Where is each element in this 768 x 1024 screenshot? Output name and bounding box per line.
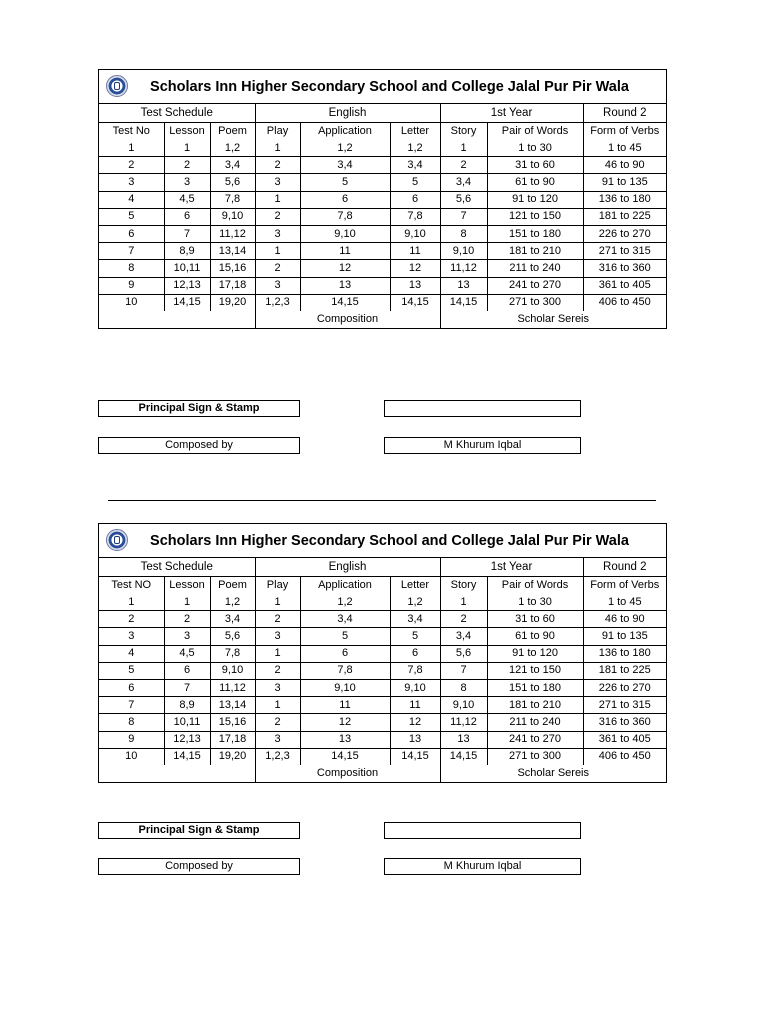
header-cell: Application [300, 577, 390, 595]
table-cell: 3,4 [440, 628, 487, 645]
table-cell: 181 to 225 [583, 208, 666, 225]
table-cell: 2 [255, 714, 300, 731]
table-cell: 3 [99, 628, 164, 645]
table-cell: 406 to 450 [583, 748, 666, 765]
table-cell: 31 to 60 [487, 157, 583, 174]
principal-sign-label: Principal Sign & Stamp [98, 400, 300, 417]
table-row [99, 679, 666, 696]
section-subject: English [255, 558, 440, 577]
principal-sign-label: Principal Sign & Stamp [98, 822, 300, 839]
table-cell: 226 to 270 [583, 679, 666, 696]
table-cell: 91 to 135 [583, 628, 666, 645]
table-cell: 241 to 270 [487, 731, 583, 748]
column-header-row [99, 123, 666, 141]
table-cell: 271 to 315 [583, 243, 666, 260]
table-cell: 1 [255, 594, 300, 611]
table-cell: 1 [164, 140, 210, 157]
footer-row [99, 311, 666, 328]
table-cell: 181 to 210 [487, 697, 583, 714]
header-cell: Test NO [99, 577, 164, 595]
table-cell: 3,4 [300, 157, 390, 174]
table-cell: 1,2,3 [255, 748, 300, 765]
table-cell: 11,12 [440, 260, 487, 277]
schedule-table [99, 558, 666, 782]
table-cell: 3,4 [210, 611, 255, 628]
table-cell: 3 [99, 174, 164, 191]
table-cell: 2 [99, 157, 164, 174]
table-cell: 11,12 [440, 714, 487, 731]
table-row [99, 140, 666, 157]
table-cell: 136 to 180 [583, 191, 666, 208]
table-cell: 5 [390, 628, 440, 645]
table-cell: 19,20 [210, 294, 255, 311]
table-cell: 8 [440, 225, 487, 242]
table-cell: 7,8 [210, 191, 255, 208]
table-cell: 5 [99, 662, 164, 679]
table-cell: 9,10 [210, 208, 255, 225]
table-row [99, 714, 666, 731]
table-cell: 121 to 150 [487, 662, 583, 679]
header-cell: Pair of Words [487, 123, 583, 141]
table-row [99, 611, 666, 628]
table-cell: 12,13 [164, 277, 210, 294]
table-cell: 14,15 [300, 294, 390, 311]
table-cell: 8 [99, 260, 164, 277]
table-cell: 151 to 180 [487, 225, 583, 242]
table-cell: 3 [255, 225, 300, 242]
section-year: 1st Year [440, 558, 583, 577]
table-cell: 13 [300, 731, 390, 748]
table-cell: 31 to 60 [487, 611, 583, 628]
table-cell: 5,6 [210, 174, 255, 191]
table-cell: 1,2,3 [255, 294, 300, 311]
header-cell: Application [300, 123, 390, 141]
table-cell: 3 [255, 628, 300, 645]
footer-series: Scholar Sereis [440, 311, 666, 328]
table-row [99, 294, 666, 311]
table-cell: 15,16 [210, 714, 255, 731]
table-cell: 14,15 [440, 294, 487, 311]
table-cell: 3 [164, 174, 210, 191]
table-cell: 91 to 120 [487, 645, 583, 662]
table-cell: 1 [164, 594, 210, 611]
table-cell: 1,2 [300, 140, 390, 157]
footer-blank [99, 311, 255, 328]
table-row [99, 697, 666, 714]
section-test-schedule: Test Schedule [99, 104, 255, 123]
table-cell: 3 [255, 679, 300, 696]
table-cell: 1,2 [300, 594, 390, 611]
table-cell: 91 to 135 [583, 174, 666, 191]
table-row [99, 748, 666, 765]
table-cell: 5 [300, 174, 390, 191]
table-cell: 12 [390, 714, 440, 731]
table-row [99, 225, 666, 242]
table-cell: 1,2 [390, 594, 440, 611]
table-cell: 13 [390, 277, 440, 294]
table-cell: 8,9 [164, 697, 210, 714]
section-round: Round 2 [583, 104, 666, 123]
school-title: Scholars Inn Higher Secondary School and College Jalal Pur Pir Wala [150, 78, 629, 95]
composed-by-value: M Khurum Iqbal [384, 437, 581, 454]
table-cell: 5 [300, 628, 390, 645]
table-cell: 3 [164, 628, 210, 645]
table-cell: 271 to 300 [487, 748, 583, 765]
sheet-title-bar [99, 70, 666, 104]
table-cell: 9,10 [440, 697, 487, 714]
table-cell: 4,5 [164, 191, 210, 208]
table-cell: 1 [255, 645, 300, 662]
table-cell: 1,2 [210, 140, 255, 157]
table-cell: 11 [300, 243, 390, 260]
principal-sign-field[interactable] [384, 400, 581, 417]
header-cell: Poem [210, 123, 255, 141]
table-row [99, 243, 666, 260]
header-cell: Form of Verbs [583, 577, 666, 595]
header-cell: Letter [390, 123, 440, 141]
table-cell: 9,10 [300, 679, 390, 696]
table-cell: 7,8 [390, 208, 440, 225]
table-cell: 7 [440, 208, 487, 225]
table-cell: 17,18 [210, 731, 255, 748]
table-cell: 12 [390, 260, 440, 277]
footer-series: Scholar Sereis [440, 765, 666, 782]
table-cell: 11 [390, 697, 440, 714]
footer-composition: Composition [255, 311, 440, 328]
table-cell: 11,12 [210, 679, 255, 696]
table-row [99, 208, 666, 225]
table-cell: 11,12 [210, 225, 255, 242]
page-divider [108, 500, 656, 501]
table-cell: 1 to 45 [583, 140, 666, 157]
table-cell: 1 [99, 594, 164, 611]
column-header-row [99, 577, 666, 595]
table-row [99, 731, 666, 748]
table-cell: 181 to 210 [487, 243, 583, 260]
table-cell: 7 [164, 225, 210, 242]
table-cell: 6 [390, 191, 440, 208]
table-cell: 46 to 90 [583, 157, 666, 174]
table-cell: 7,8 [300, 208, 390, 225]
table-cell: 406 to 450 [583, 294, 666, 311]
header-cell: Pair of Words [487, 577, 583, 595]
composed-by-label: Composed by [98, 858, 300, 875]
table-body [99, 594, 666, 765]
table-cell: 271 to 300 [487, 294, 583, 311]
table-cell: 316 to 360 [583, 260, 666, 277]
table-cell: 15,16 [210, 260, 255, 277]
table-cell: 3 [255, 174, 300, 191]
section-row [99, 558, 666, 577]
table-cell: 46 to 90 [583, 611, 666, 628]
footer-blank [99, 765, 255, 782]
table-body [99, 140, 666, 311]
table-cell: 6 [164, 208, 210, 225]
schedule-table [99, 104, 666, 328]
table-cell: 13 [440, 277, 487, 294]
table-cell: 5 [99, 208, 164, 225]
table-row [99, 662, 666, 679]
table-cell: 7,8 [300, 662, 390, 679]
table-cell: 1 [255, 140, 300, 157]
table-cell: 4 [99, 191, 164, 208]
table-cell: 181 to 225 [583, 662, 666, 679]
table-cell: 2 [255, 208, 300, 225]
section-year: 1st Year [440, 104, 583, 123]
table-cell: 12,13 [164, 731, 210, 748]
table-row [99, 628, 666, 645]
table-cell: 3,4 [210, 157, 255, 174]
table-row [99, 277, 666, 294]
table-cell: 3,4 [390, 611, 440, 628]
composed-by-value: M Khurum Iqbal [384, 858, 581, 875]
table-cell: 1 to 30 [487, 140, 583, 157]
table-cell: 151 to 180 [487, 679, 583, 696]
header-cell: Lesson [164, 123, 210, 141]
table-cell: 5 [390, 174, 440, 191]
table-cell: 361 to 405 [583, 731, 666, 748]
header-cell: Story [440, 123, 487, 141]
table-cell: 9,10 [440, 243, 487, 260]
table-cell: 1 [255, 697, 300, 714]
header-cell: Letter [390, 577, 440, 595]
school-logo-icon [106, 75, 128, 97]
table-cell: 2 [164, 157, 210, 174]
table-cell: 271 to 315 [583, 697, 666, 714]
table-cell: 1 to 45 [583, 594, 666, 611]
table-cell: 2 [440, 157, 487, 174]
table-cell: 1 [255, 191, 300, 208]
table-cell: 7,8 [210, 645, 255, 662]
table-cell: 13 [300, 277, 390, 294]
table-cell: 9,10 [210, 662, 255, 679]
table-cell: 19,20 [210, 748, 255, 765]
table-cell: 13,14 [210, 697, 255, 714]
table-cell: 11 [390, 243, 440, 260]
principal-sign-field[interactable] [384, 822, 581, 839]
table-row [99, 260, 666, 277]
table-cell: 8 [440, 679, 487, 696]
table-cell: 61 to 90 [487, 174, 583, 191]
header-cell: Poem [210, 577, 255, 595]
table-cell: 12 [300, 260, 390, 277]
table-cell: 5,6 [440, 645, 487, 662]
table-cell: 61 to 90 [487, 628, 583, 645]
table-cell: 6 [99, 679, 164, 696]
table-cell: 14,15 [390, 748, 440, 765]
table-cell: 7 [99, 697, 164, 714]
table-cell: 361 to 405 [583, 277, 666, 294]
table-row [99, 594, 666, 611]
table-cell: 10,11 [164, 260, 210, 277]
section-round: Round 2 [583, 558, 666, 577]
table-cell: 10,11 [164, 714, 210, 731]
table-cell: 3 [255, 277, 300, 294]
table-cell: 121 to 150 [487, 208, 583, 225]
table-cell: 2 [440, 611, 487, 628]
table-cell: 1 [99, 140, 164, 157]
table-cell: 7 [164, 679, 210, 696]
table-cell: 5,6 [210, 628, 255, 645]
table-cell: 8,9 [164, 243, 210, 260]
table-cell: 17,18 [210, 277, 255, 294]
table-cell: 91 to 120 [487, 191, 583, 208]
table-cell: 226 to 270 [583, 225, 666, 242]
table-cell: 14,15 [164, 748, 210, 765]
table-cell: 1 [440, 140, 487, 157]
section-row [99, 104, 666, 123]
table-cell: 6 [390, 645, 440, 662]
sheet-title-bar [99, 524, 666, 558]
school-logo-icon [106, 529, 128, 551]
header-cell: Story [440, 577, 487, 595]
schedule-sheet-1 [98, 69, 667, 329]
schedule-sheet-2 [98, 523, 667, 783]
composed-by-label: Composed by [98, 437, 300, 454]
table-cell: 2 [255, 662, 300, 679]
table-cell: 241 to 270 [487, 277, 583, 294]
table-cell: 7 [99, 243, 164, 260]
table-cell: 6 [99, 225, 164, 242]
table-cell: 3,4 [300, 611, 390, 628]
table-cell: 2 [255, 260, 300, 277]
table-cell: 136 to 180 [583, 645, 666, 662]
header-cell: Play [255, 577, 300, 595]
table-cell: 2 [255, 157, 300, 174]
table-cell: 14,15 [164, 294, 210, 311]
table-cell: 10 [99, 294, 164, 311]
table-cell: 6 [300, 191, 390, 208]
table-cell: 3 [255, 731, 300, 748]
table-cell: 14,15 [390, 294, 440, 311]
table-cell: 3,4 [440, 174, 487, 191]
table-row [99, 174, 666, 191]
table-cell: 211 to 240 [487, 714, 583, 731]
table-cell: 316 to 360 [583, 714, 666, 731]
footer-composition: Composition [255, 765, 440, 782]
table-cell: 9 [99, 731, 164, 748]
table-cell: 1 [440, 594, 487, 611]
table-cell: 8 [99, 714, 164, 731]
table-cell: 1,2 [210, 594, 255, 611]
table-cell: 2 [99, 611, 164, 628]
header-cell: Test No [99, 123, 164, 141]
table-cell: 9,10 [390, 679, 440, 696]
footer-row [99, 765, 666, 782]
table-cell: 7 [440, 662, 487, 679]
table-cell: 13 [440, 731, 487, 748]
school-title: Scholars Inn Higher Secondary School and College Jalal Pur Pir Wala [150, 532, 629, 549]
header-cell: Form of Verbs [583, 123, 666, 141]
table-cell: 13,14 [210, 243, 255, 260]
table-cell: 11 [300, 697, 390, 714]
section-subject: English [255, 104, 440, 123]
table-cell: 9,10 [390, 225, 440, 242]
header-cell: Play [255, 123, 300, 141]
section-test-schedule: Test Schedule [99, 558, 255, 577]
table-row [99, 645, 666, 662]
table-cell: 6 [300, 645, 390, 662]
table-cell: 2 [255, 611, 300, 628]
header-cell: Lesson [164, 577, 210, 595]
table-cell: 6 [164, 662, 210, 679]
table-cell: 1 to 30 [487, 594, 583, 611]
table-cell: 1 [255, 243, 300, 260]
table-row [99, 191, 666, 208]
table-cell: 4,5 [164, 645, 210, 662]
table-cell: 3,4 [390, 157, 440, 174]
table-cell: 9,10 [300, 225, 390, 242]
table-row [99, 157, 666, 174]
table-cell: 9 [99, 277, 164, 294]
table-cell: 10 [99, 748, 164, 765]
table-cell: 5,6 [440, 191, 487, 208]
table-cell: 1,2 [390, 140, 440, 157]
table-cell: 7,8 [390, 662, 440, 679]
table-cell: 4 [99, 645, 164, 662]
table-cell: 12 [300, 714, 390, 731]
table-cell: 2 [164, 611, 210, 628]
table-cell: 13 [390, 731, 440, 748]
table-cell: 211 to 240 [487, 260, 583, 277]
table-cell: 14,15 [300, 748, 390, 765]
table-cell: 14,15 [440, 748, 487, 765]
